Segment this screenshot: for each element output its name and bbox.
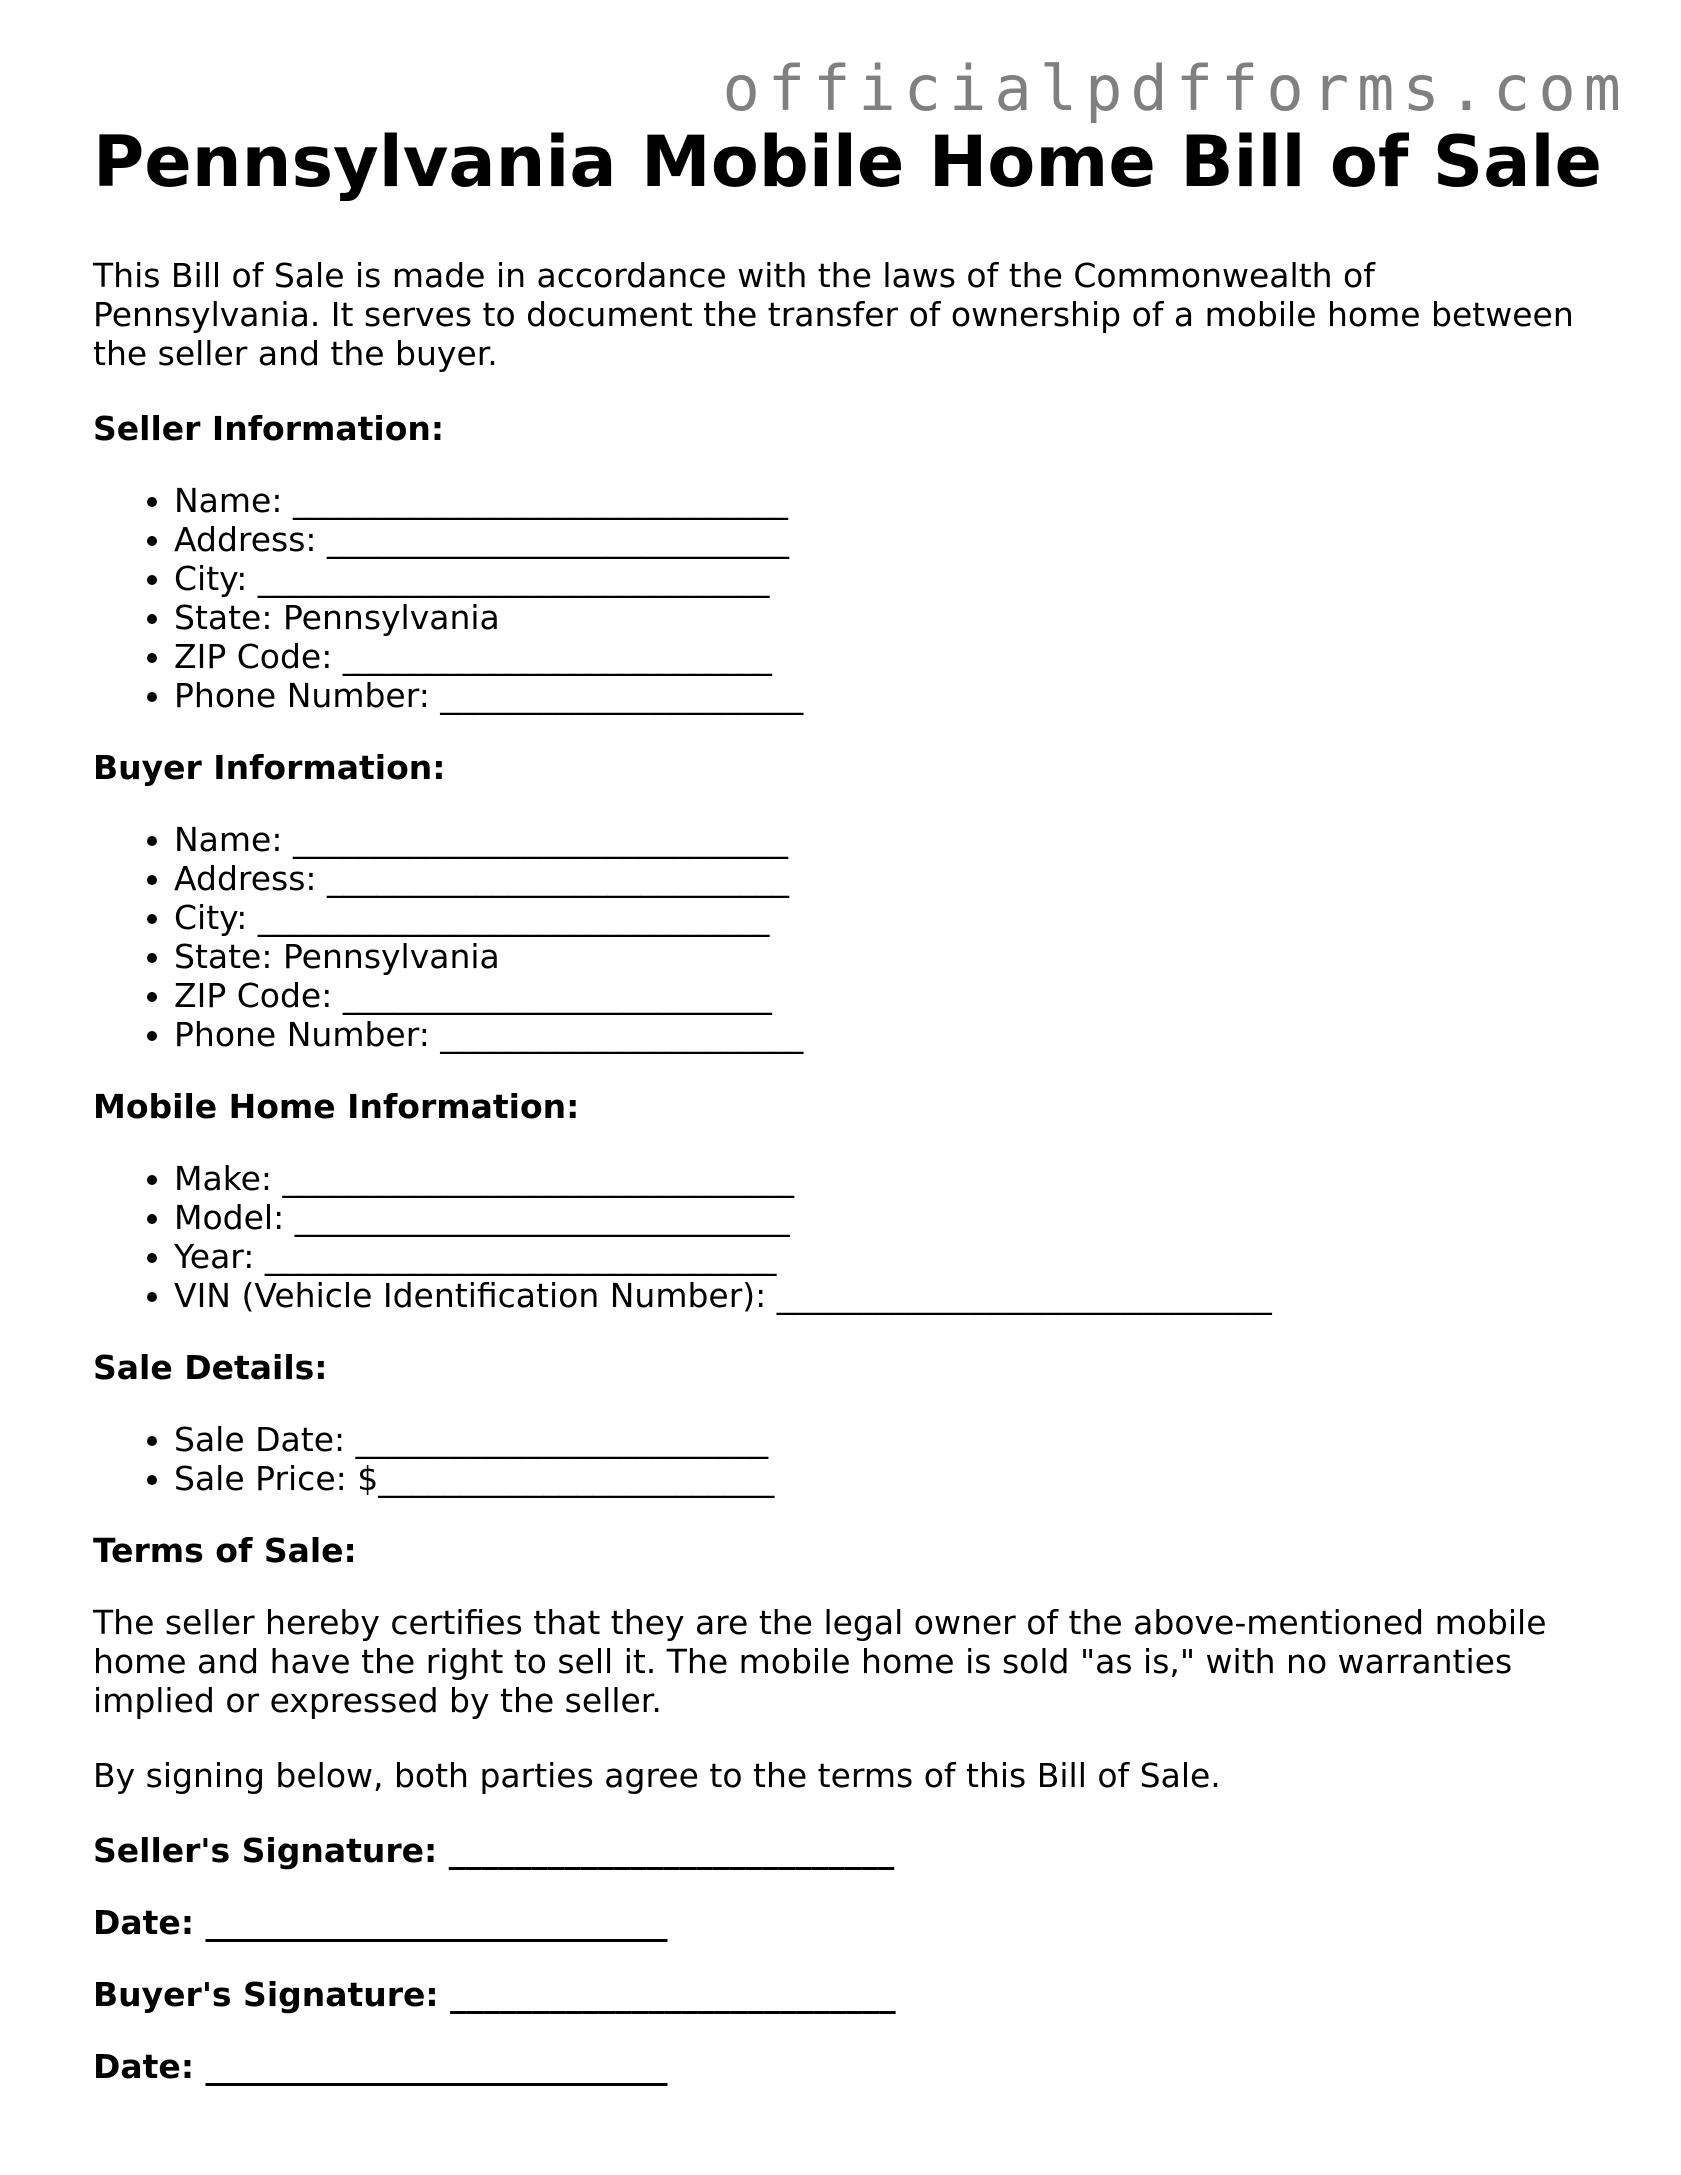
- seller-state-field: • State: Pennsylvania: [174, 598, 1603, 637]
- seller-phone-field: • Phone Number: ______________________: [174, 676, 1603, 715]
- buyer-state-field: • State: Pennsylvania: [174, 937, 1603, 976]
- seller-information-list: [93, 481, 1603, 715]
- seller-address-field: • Address: ____________________________: [174, 520, 1603, 559]
- mobile-home-model-field: • Model: ______________________________: [174, 1198, 1603, 1237]
- seller-date-line: Date: ____________________________: [93, 1903, 668, 1942]
- seller-information-heading: Seller Information:: [93, 409, 445, 448]
- seller-name-field: • Name: ______________________________: [174, 481, 1603, 520]
- document-body: [93, 118, 1603, 2119]
- buyer-phone-field: • Phone Number: ______________________: [174, 1015, 1603, 1054]
- terms-paragraph: The seller hereby certifies that they are the legal owner of the above-mentioned mobile home and have the right to sell it. The mobile home is sold "as is," with no warranties implied or expressed by the seller.: [93, 1603, 1547, 1720]
- sale-price-field: • Sale Price: $________________________: [174, 1459, 1603, 1498]
- buyer-address-field: • Address: ____________________________: [174, 859, 1603, 898]
- seller-city-field: • City: _______________________________: [174, 559, 1603, 598]
- seller-zip-field: • ZIP Code: __________________________: [174, 637, 1603, 676]
- agreement-paragraph: By signing below, both parties agree to the terms of this Bill of Sale.: [93, 1756, 1221, 1795]
- buyer-information-list: [93, 820, 1603, 1054]
- mobile-home-year-field: • Year: _______________________________: [174, 1237, 1603, 1276]
- buyer-name-field: • Name: ______________________________: [174, 820, 1603, 859]
- mobile-home-information-list: [93, 1159, 1603, 1315]
- sale-details-heading: Sale Details:: [93, 1348, 328, 1387]
- buyer-zip-field: • ZIP Code: __________________________: [174, 976, 1603, 1015]
- document-title: Pennsylvania Mobile Home Bill of Sale: [93, 121, 1602, 203]
- mobile-home-vin-field: • VIN (Vehicle Identification Number): ______________________________: [174, 1276, 1603, 1315]
- mobile-home-information-heading: Mobile Home Information:: [93, 1087, 580, 1126]
- watermark: officialpdfforms.com: [722, 52, 1629, 125]
- sale-details-list: [93, 1420, 1603, 1498]
- buyer-date-line: Date: ____________________________: [93, 2047, 668, 2086]
- mobile-home-make-field: • Make: _______________________________: [174, 1159, 1603, 1198]
- buyer-city-field: • City: _______________________________: [174, 898, 1603, 937]
- terms-of-sale-heading: Terms of Sale:: [93, 1531, 357, 1570]
- sale-date-field: • Sale Date: _________________________: [174, 1420, 1603, 1459]
- buyer-information-heading: Buyer Information:: [93, 748, 446, 787]
- seller-signature-line: Seller's Signature: ___________________________: [93, 1831, 895, 1870]
- buyer-signature-line: Buyer's Signature: ___________________________: [93, 1975, 896, 2014]
- intro-paragraph: This Bill of Sale is made in accordance with the laws of the Commonwealth of Pennsylvania. It serves to document the transfer of ownership of a mobile home between the seller and the buyer.: [93, 256, 1574, 373]
